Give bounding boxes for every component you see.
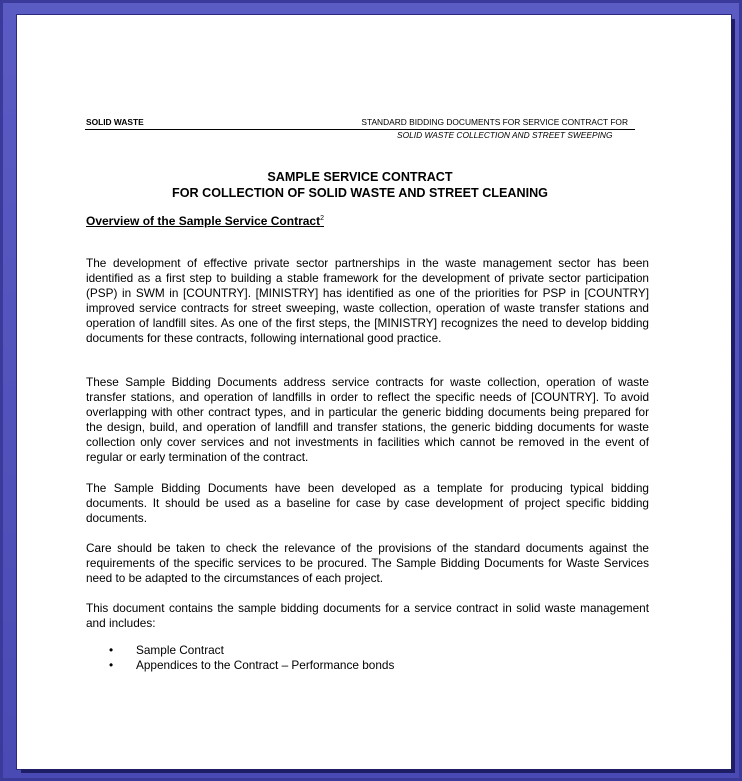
overview-heading-text: Overview of the Sample Service Contract bbox=[86, 214, 321, 228]
paragraph-5: This document contains the sample bidding documents for a service contract in solid waste management and includes: bbox=[86, 601, 649, 630]
paragraph-1: The development of effective private sector partnerships in the waste management sector has been identified as a first step to building a stable framework for the development of private sector participation (PSP) in SWM in [COUNTRY]. [MINISTRY] has identified as one of the priorities for PSP in [COUNTRY] improved service contracts for street sweeping, waste collection, operation of waste transfer stations and operation of landfill sites. As one of the first steps, the [MINISTRY] recognizes the need to develop bidding documents for these contracts, following international good practice. bbox=[86, 256, 649, 345]
header-subtitle: SOLID WASTE COLLECTION AND STREET SWEEPING bbox=[397, 130, 613, 140]
title-line-1: SAMPLE SERVICE CONTRACT bbox=[267, 170, 453, 184]
footnote-marker: 2 bbox=[320, 215, 324, 222]
running-header bbox=[85, 117, 635, 130]
header-left: SOLID WASTE bbox=[86, 117, 144, 127]
document-page bbox=[17, 15, 731, 769]
page-title bbox=[85, 169, 635, 201]
title-line-2: FOR COLLECTION OF SOLID WASTE AND STREET CLEANING bbox=[172, 186, 548, 200]
overview-heading bbox=[86, 214, 324, 228]
list-item: • Sample Contract bbox=[86, 643, 394, 658]
includes-list bbox=[86, 643, 394, 672]
list-item: • Appendices to the Contract – Performance bonds bbox=[86, 658, 394, 673]
header-right: STANDARD BIDDING DOCUMENTS FOR SERVICE CONTRACT FOR bbox=[361, 117, 628, 127]
paragraph-3: The Sample Bidding Documents have been developed as a template for producing typical bidding documents. It should be used as a baseline for case by case development of project specific bidding documents. bbox=[86, 481, 649, 525]
paragraph-2: These Sample Bidding Documents address service contracts for waste collection, operation of waste transfer stations, and operation of landfills in order to reflect the specific needs of [COUNTRY]. To avoid overlapping with other contract types, and in particular the generic bidding documents being prepared for the design, build, and operation of landfill and transfer stations, the generic bidding documents for waste collection only cover services and not investments in facilities which cannot be removed in the event of regular or early termination of the contract. bbox=[86, 375, 649, 464]
paragraph-4: Care should be taken to check the relevance of the provisions of the standard documents against the requirements of the specific services to be procured. The Sample Bidding Documents for Waste Services need to be adapted to the circumstances of each project. bbox=[86, 541, 649, 585]
window-frame bbox=[3, 3, 739, 778]
